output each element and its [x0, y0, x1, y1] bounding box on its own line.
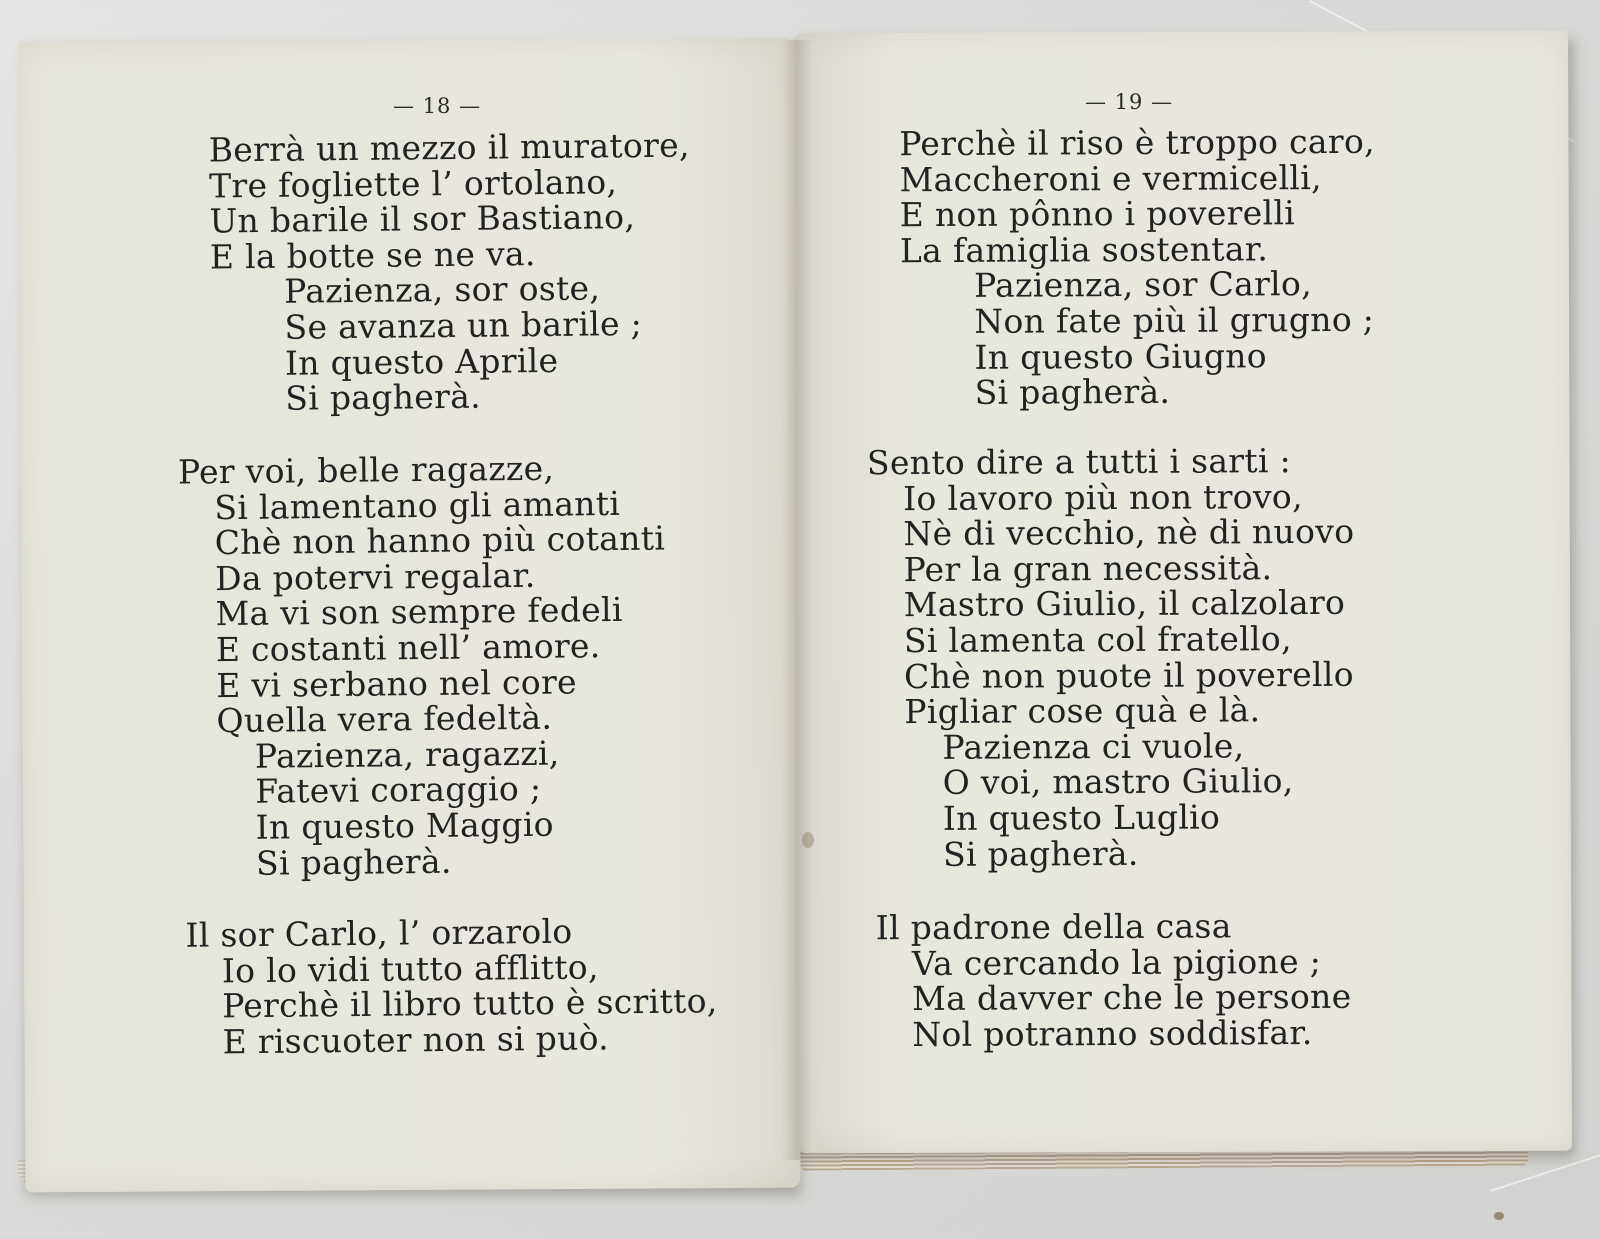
verse-line: La famiglia sostentar. [899, 229, 1269, 271]
verse-line: In questo Maggio [255, 804, 555, 847]
verse-line: Nè di vecchio, nè di nuovo [903, 511, 1355, 554]
verse-line: Sento dire a tutti i sarti : [866, 441, 1292, 483]
verse-line: Tre fogliette l’ ortolano, [208, 161, 618, 206]
verse-line: Un barile il sor Bastiano, [209, 197, 636, 241]
verse-line: Berrà un mezzo il muratore, [208, 125, 690, 170]
verse-line: Il sor Carlo, l’ orzarolo [185, 911, 573, 955]
page-number-left: — 18 — [393, 94, 482, 118]
page-number-right: — 19 — [1085, 90, 1174, 114]
verse-line: Per voi, belle ragazze, [177, 448, 555, 492]
verse-line: Chè non puote il poverello [903, 654, 1354, 696]
verse-line: Pazienza, sor oste, [283, 268, 601, 312]
verse-line: In questo Aprile [284, 340, 559, 383]
verse-line: Se avanza un barile ; [284, 303, 643, 347]
verse-line: Il padrone della casa [875, 906, 1232, 948]
verse-line: Da potervi regalar. [214, 555, 536, 598]
left-stanza-1 [209, 127, 693, 417]
verse-line: Ma davver che le persone [911, 976, 1352, 1019]
verse-line: Quella vera fedeltà. [216, 697, 553, 741]
verse-line: Perchè il libro tutto è scritto, [221, 981, 718, 1026]
verse-line: Perchè il riso è troppo caro, [899, 121, 1375, 164]
verse-line: E costanti nell’ amore. [215, 626, 601, 670]
verse-line: Si pagherà. [285, 376, 482, 418]
left-stanza-2 [178, 449, 669, 881]
verse-line: E la botte se ne va. [209, 233, 536, 277]
verse-line: Per la gran necessità. [903, 547, 1273, 589]
verse-line: Si pagherà. [255, 841, 452, 883]
paper-stain [1494, 1212, 1504, 1220]
verse-line: Pazienza, sor Carlo, [973, 264, 1313, 306]
verse-line: Si lamenta col fratello, [903, 619, 1292, 661]
verse-line: In questo Luglio [942, 797, 1221, 838]
verse-line: E non pônno i poverelli [899, 193, 1296, 235]
verse-line: O voi, mastro Giulio, [942, 761, 1294, 803]
verse-line: Si lamentano gli amanti [214, 483, 621, 527]
verse-line: Io lavoro più non trovo, [903, 476, 1303, 518]
verse-line: Pazienza ci vuole, [942, 726, 1245, 767]
book-gutter [782, 40, 812, 1160]
verse-line: Ma vi son sempre fedeli [215, 590, 623, 634]
verse-line: E vi serbano nel core [215, 661, 578, 705]
verse-line: Chè non hanno più cotanti [214, 518, 666, 563]
verse-line: Fatevi coraggio ; [255, 769, 542, 812]
verse-line: E riscuoter non si può. [222, 1018, 610, 1062]
verse-line: Mastro Giulio, il calzolaro [903, 583, 1346, 625]
verse-line: Io lo vidi tutto afflitto, [221, 947, 599, 990]
right-stanza-1 [899, 121, 1376, 413]
verse-line: Si pagherà. [974, 371, 1171, 413]
verse-line: Va cercando la pigione ; [911, 941, 1322, 983]
verse-line: Nol potranno soddisfar. [912, 1012, 1313, 1054]
verse-line: Pazienza, ragazzi, [254, 733, 560, 776]
left-stanza-3 [185, 912, 718, 1060]
verse-line: Si pagherà. [942, 833, 1139, 874]
verse-line: In questo Giugno [974, 335, 1268, 377]
verse-line: Maccheroni e vermicelli, [899, 157, 1322, 199]
verse-line: Pigliar cose quà e là. [904, 690, 1261, 732]
paper-stain [802, 832, 814, 848]
verse-line: Non fate più il grugno ; [974, 299, 1375, 341]
right-stanza-3 [876, 908, 1352, 1053]
right-stanza-2 [867, 443, 1356, 873]
